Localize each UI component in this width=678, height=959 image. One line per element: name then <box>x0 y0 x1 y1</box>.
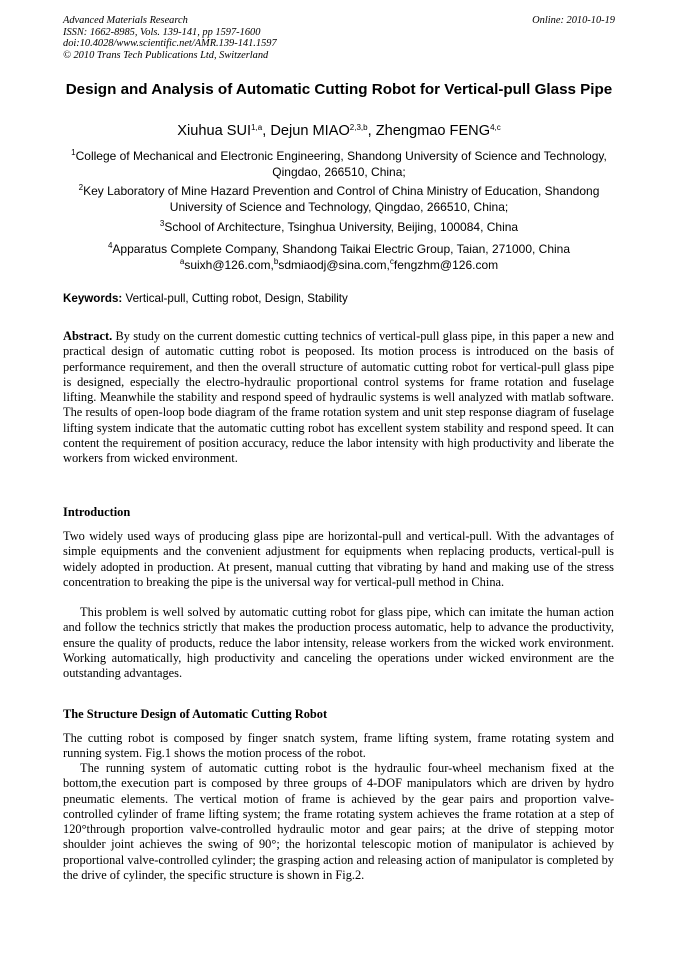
abstract-label: Abstract. <box>63 329 113 343</box>
email-address: suixh@126.com, <box>184 257 274 272</box>
introduction-paragraph-1: Two widely used ways of producing glass pipe are horizontal-pull and vertical-pull. With the advantages of simple equipments and the convenient adjustment for equipments when replacing products, vertical-pull is widely adopted in production. At present, manual cutting that vibrating by hand and making use of the stress concentration to breaking the pipe is the universal way for vertical-pull method in China. <box>63 529 614 589</box>
affiliation-text: Apparatus Complete Company, Shandong Taikai Electric Group, Taian, 271000, China <box>112 242 571 256</box>
author-name: Zhengmao FENG <box>375 123 491 139</box>
structure-paragraph-2: The running system of automatic cutting robot is the hydraulic four-wheel mechanism fixed at the bottom,the execution part is composed by three groups of 4-DOF manipulators which are driven by hydro pneumatic elements. The vertical motion of frame is achieved by the gear pairs and proportion valve-controlled cylinder of frame lifting system; the frame rotating system achieves the frame rotation at a step of 120°through proportion valve-controlled hydraulic motor and gear pairs; at the drive of stepping motor shoulder joint achieves the swing of 90°; the horizontal telescopic motion of manipulator is achieved by proportional valve-controlled cylinder; the grasping action and releasing action of manipulator is completed by the drive of cylinder, the specific structure is shown in Fig.2. <box>63 761 614 883</box>
section-heading-structure: The Structure Design of Automatic Cutting Robot <box>63 707 328 721</box>
affiliation-text: School of Architecture, Tsinghua University, Beijing, 100084, China <box>164 220 519 234</box>
structure-paragraph-1: The cutting robot is composed by finger snatch system, frame lifting system, frame rotating system and running system. Fig.1 shows the motion process of the robot. <box>63 731 614 761</box>
affiliation-text: Key Laboratory of Mine Hazard Prevention and Control of China Ministry of Education, Shandong University of Science and Technology, Qingdao, 266510, China; <box>83 184 600 214</box>
copyright-line: © 2010 Trans Tech Publications Ltd, Switzerland <box>63 49 269 61</box>
issn-line: ISSN: 1662-8985, Vols. 139-141, pp 1597-1600 <box>63 26 261 38</box>
paper-title: Design and Analysis of Automatic Cutting Robot for Vertical-pull Glass Pipe <box>65 81 613 98</box>
author-superscript: 1,a <box>251 123 263 132</box>
author-name: Dejun MIAO <box>270 123 350 139</box>
email-address: fengzhm@126.com <box>393 257 499 272</box>
affiliation-2 <box>63 184 615 215</box>
introduction-paragraph-2: This problem is well solved by automatic cutting robot for glass pipe, which can imitate the human action and follow the technics strictly that makes the production process automatic, help to advance the productivity, ensure the quality of products, reduce the labor intensity, release workers from the wicked work environment. Working automatically, high productivity and canceling the operations under wicked environment are the outstanding advantages. <box>63 605 614 681</box>
section-heading-introduction: Introduction <box>63 505 131 519</box>
email-address: sdmiaodj@sina.com, <box>278 257 390 272</box>
online-date: Online: 2010-10-19 <box>532 15 615 26</box>
author-list: Xiuhua SUI$^{1,a}$, Dejun MIAO$^{2,3,b}$, Zhengmao FENG$^{4,c}$ <box>177 123 501 139</box>
affiliation-superscript: 2 <box>78 183 84 192</box>
affiliation-superscript: 1 <box>71 148 76 157</box>
affiliation-superscript: 4 <box>107 241 113 250</box>
journal-header <box>63 15 277 61</box>
affiliation-1 <box>63 149 615 180</box>
email-superscript: b <box>273 256 279 266</box>
affiliation-4 <box>63 242 615 273</box>
keywords-label: Keywords: <box>63 292 123 305</box>
affiliation-3 <box>63 220 615 236</box>
doi-line: doi:10.4028/www.scientific.net/AMR.139-141.1597 <box>63 38 277 50</box>
keywords-line <box>63 292 348 305</box>
abstract-text: By study on the current domestic cutting technics of vertical-pull glass pipe, in this paper a new and practical design of automatic cutting robot is peoposed. Its motion process is introduced on the basis of performance requirement, and then the overall structure of automatic cutting robot for vertical-pull glass pipe is designed, especially the electro-hydraulic proportional control systems for frame rotation and fuselage lifting. Meanwhile the stability and respond speed of hydraulic systems is well analyzed with matlab software. The results of open-loop bode diagram of the frame rotation system and unit step response diagram of fuselage lifting system indicate that the automatic cutting robot has excellent system stability and respond speed. It can content the requirement of position accuracy, reduce the labor intensity with high productivity and liberate the workers from wicked environment. <box>63 329 614 466</box>
email-superscript: a <box>179 256 185 266</box>
keywords-text: Vertical-pull, Cutting robot, Design, Stability <box>122 292 348 305</box>
author-name: Xiuhua SUI <box>177 123 252 139</box>
affiliation-superscript: 3 <box>159 219 165 228</box>
email-line <box>63 258 615 274</box>
journal-name: Advanced Materials Research <box>63 15 188 26</box>
affiliation-text: College of Mechanical and Electronic Engineering, Shandong University of Science and Technology, Qingdao, 266510, China; <box>75 149 607 179</box>
abstract-paragraph <box>63 329 614 467</box>
email-superscript: c <box>389 256 394 266</box>
author-superscript: 2,3,b <box>349 123 368 132</box>
author-superscript: 4,c <box>490 123 501 132</box>
